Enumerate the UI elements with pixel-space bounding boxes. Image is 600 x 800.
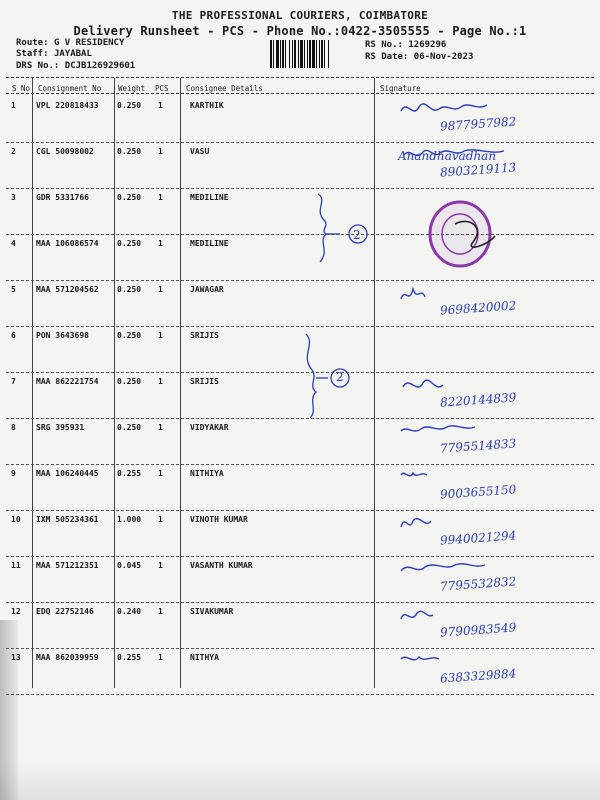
cell-weight: 0.250: [117, 193, 142, 202]
cell-sno: 2: [11, 147, 16, 156]
cell-sno: 7: [11, 377, 16, 386]
cell-consignee: VASU: [190, 147, 210, 156]
cell-sno: 10: [11, 515, 21, 524]
cell-pcs: 1: [158, 515, 163, 524]
staff-line: [16, 49, 92, 59]
cell-consignment: MAA 862221754: [36, 377, 99, 386]
cell-consignment: VPL 220818433: [36, 101, 99, 110]
cell-consignment: GDR 5331766: [36, 193, 89, 202]
cell-weight: 0.250: [117, 285, 142, 294]
group-count-2: 2: [336, 370, 344, 384]
cell-weight: 0.250: [117, 239, 142, 248]
group-bracket-1: [300, 190, 380, 270]
col-consignee: Consignee Details: [186, 84, 263, 93]
cell-consignee: JAWAGAR: [190, 285, 224, 294]
table-row: [0, 649, 600, 695]
signature-phone: 9698420002: [439, 298, 517, 318]
drs-value: DCJB126929601: [64, 61, 136, 71]
cell-consignee: NITHYA: [190, 653, 219, 662]
cell-pcs: 1: [158, 193, 163, 202]
signature-phone: 8220144839: [439, 390, 517, 410]
cell-weight: 0.045: [117, 561, 142, 570]
cell-consignee: MEDILINE: [190, 193, 229, 202]
cell-weight: 0.250: [117, 147, 142, 156]
cell-weight: 1.000: [117, 515, 142, 524]
signature-phone: 8903219113: [439, 160, 517, 180]
cell-sno: 5: [11, 285, 16, 294]
cell-consignment: MAA 571204562: [36, 285, 99, 294]
route-value: G V RESIDENCY: [53, 38, 125, 48]
cell-consignee: VASANTH KUMAR: [190, 561, 253, 570]
cell-sno: 3: [11, 193, 16, 202]
cell-consignee: KARTHIK: [190, 101, 224, 110]
barcode-bar: [329, 40, 331, 68]
cell-pcs: 1: [158, 469, 163, 478]
cell-sno: 6: [11, 331, 16, 340]
page-bottom-shadow: [0, 760, 600, 800]
cell-consignee: VIDYAKAR: [190, 423, 229, 432]
rs-date-label: RS Date:: [365, 52, 409, 62]
cell-pcs: 1: [158, 653, 163, 662]
cell-pcs: 1: [158, 239, 163, 248]
cell-consignment: IXM 505234361: [36, 515, 99, 524]
cell-pcs: 1: [158, 101, 163, 110]
cell-weight: 0.255: [117, 469, 142, 478]
signature-phone: 7795532832: [439, 574, 517, 594]
table-row: [0, 143, 600, 189]
company-title: THE PROFESSIONAL COURIERS, COIMBATORE: [171, 9, 429, 22]
cell-sno: 4: [11, 239, 16, 248]
signature-phone: 7795514833: [439, 436, 517, 456]
staff-value: JAYABAL: [53, 49, 92, 59]
route-line: [16, 38, 124, 48]
drs-label: DRS No.:: [16, 61, 60, 71]
header-top-rule: [6, 77, 594, 78]
cell-sno: 8: [11, 423, 16, 432]
rs-no-value: 1269296: [408, 40, 447, 50]
cell-consignee: MEDILINE: [190, 239, 229, 248]
cell-pcs: 1: [158, 607, 163, 616]
cell-weight: 0.255: [117, 653, 142, 662]
cell-consignment: CGL 50098002: [36, 147, 94, 156]
cell-sno: 13: [11, 653, 21, 662]
staff-label: Staff:: [16, 49, 49, 59]
group-count-1: 2: [353, 228, 361, 242]
cell-consignment: EDQ 22752146: [36, 607, 94, 616]
cell-weight: 0.250: [117, 101, 142, 110]
table-row: [0, 419, 600, 465]
cell-sno: 1: [11, 101, 16, 110]
company-stamp: [425, 198, 505, 270]
signature-phone: 9003655150: [439, 482, 517, 502]
cell-consignment: SRG 395931: [36, 423, 85, 432]
signature-phone: 9877957982: [439, 114, 517, 134]
rs-no-line: [365, 40, 446, 50]
signature-phone: 9940021294: [439, 528, 517, 548]
cell-consignment: MAA 571212351: [36, 561, 99, 570]
cell-pcs: 1: [158, 147, 163, 156]
barcode: [270, 40, 358, 68]
cell-weight: 0.250: [117, 331, 142, 340]
cell-consignment: MAA 862039959: [36, 653, 99, 662]
table-row: [0, 465, 600, 511]
cell-consignment: PON 3643698: [36, 331, 89, 340]
rs-date-value: 06-Nov-2023: [413, 52, 474, 62]
signature-name: Anandhavadhan: [398, 149, 497, 163]
table-row: [0, 557, 600, 603]
col-sno: S No: [12, 84, 31, 93]
col-consignment: Consignment No: [38, 84, 102, 93]
col-signature: Signature: [380, 84, 421, 93]
cell-pcs: 1: [158, 377, 163, 386]
runsheet-subtitle: Delivery Runsheet - PCS - Phone No.:0422-3505555 - Page No.:1: [73, 24, 527, 38]
rs-date-line: [365, 52, 473, 62]
cell-consignee: NITHIYA: [190, 469, 224, 478]
cell-sno: 9: [11, 469, 16, 478]
table-row: [0, 281, 600, 327]
cell-pcs: 1: [158, 561, 163, 570]
col-weight: Weight: [118, 84, 146, 93]
table-row: [0, 511, 600, 557]
cell-pcs: 1: [158, 423, 163, 432]
cell-consignee: VINOTH KUMAR: [190, 515, 248, 524]
cell-consignment: MAA 106240445: [36, 469, 99, 478]
route-label: Route:: [16, 38, 49, 48]
cell-consignee: SRIJIS: [190, 377, 219, 386]
row-divider: [6, 694, 594, 695]
signature-phone: 9790983549: [439, 620, 517, 640]
header-bottom-rule: [6, 93, 594, 94]
cell-pcs: 1: [158, 285, 163, 294]
cell-weight: 0.250: [117, 377, 142, 386]
cell-sno: 11: [11, 561, 21, 570]
col-pcs: PCS: [155, 84, 169, 93]
cell-consignee: SIVAKUMAR: [190, 607, 234, 616]
cell-consignment: MAA 106086574: [36, 239, 99, 248]
rs-no-label: RS No.:: [365, 40, 403, 50]
drs-line: [16, 61, 135, 71]
table-row: [0, 97, 600, 143]
cell-weight: 0.240: [117, 607, 142, 616]
signature-phone: 6383329884: [439, 666, 517, 686]
cell-pcs: 1: [158, 331, 163, 340]
cell-consignee: SRIJIS: [190, 331, 219, 340]
table-row: [0, 603, 600, 649]
cell-sno: 12: [11, 607, 21, 616]
cell-weight: 0.250: [117, 423, 142, 432]
